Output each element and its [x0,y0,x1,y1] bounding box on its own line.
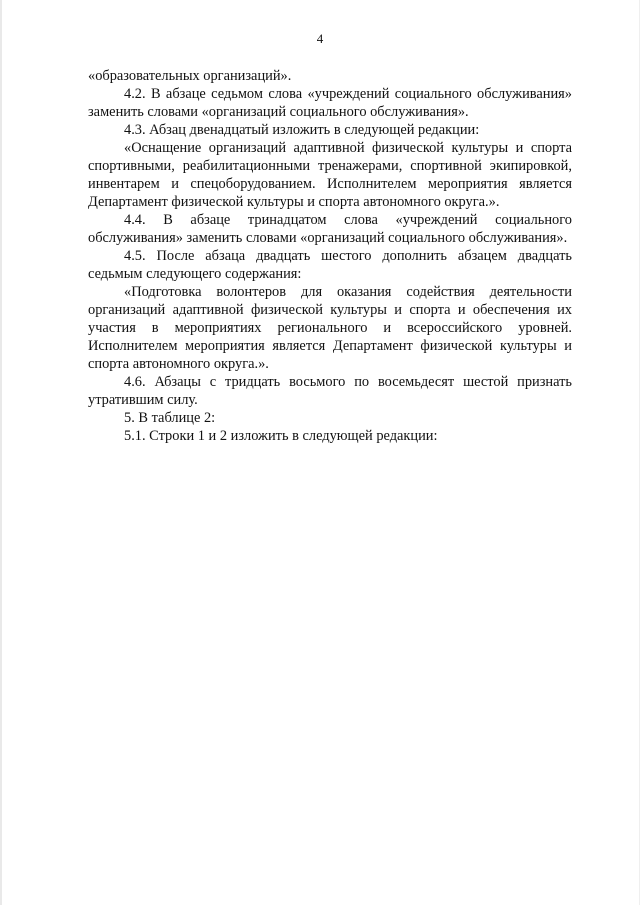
paragraph-4-6: 4.6. Абзацы с тридцать восьмого по восемьдесят шестой признать утратившим силу. [88,374,572,408]
paragraph-continuation: «образовательных организаций». [88,68,292,84]
paragraph-4-3: 4.3. Абзац двенадцатый изложить в следующей редакции: [124,122,480,138]
paragraph-4-2: 4.2. В абзаце седьмом слова «учреждений социального обслуживания» заменить словами «организаций социального обслуживания». [88,86,572,120]
paragraph-4-3-quote: «Оснащение организаций адаптивной физической культуры и спорта спортивными, реабилитационными тренажерами, спортивной экипировкой, инвентарем и спецоборудованием. Исполнителем мероприятия является Департамент физической культуры и спорта автономного округа.». [88,140,572,210]
document-body [88,67,572,445]
paragraph-4-5: 4.5. После абзаца двадцать шестого дополнить абзацем двадцать седьмым следующего содержания: [88,248,572,282]
paragraph-5-1: 5.1. Строки 1 и 2 изложить в следующей редакции: [124,428,438,444]
page-number: 4 [316,31,324,46]
scan-left-edge [0,0,2,905]
paragraph-4-4: 4.4. В абзаце тринадцатом слова «учреждений социального обслуживания» заменить словами «организаций социального обслуживания». [88,212,572,246]
paragraph-5: 5. В таблице 2: [124,410,216,426]
paragraph-4-5-quote: «Подготовка волонтеров для оказания содействия деятельности организаций адаптивной физической культуры и спорта и обеспечения их участия в мероприятиях регионального и всероссийского уровней. Исполнителем мероприятия является Департамент физической культуры и спорта автономного округа.». [88,284,572,372]
